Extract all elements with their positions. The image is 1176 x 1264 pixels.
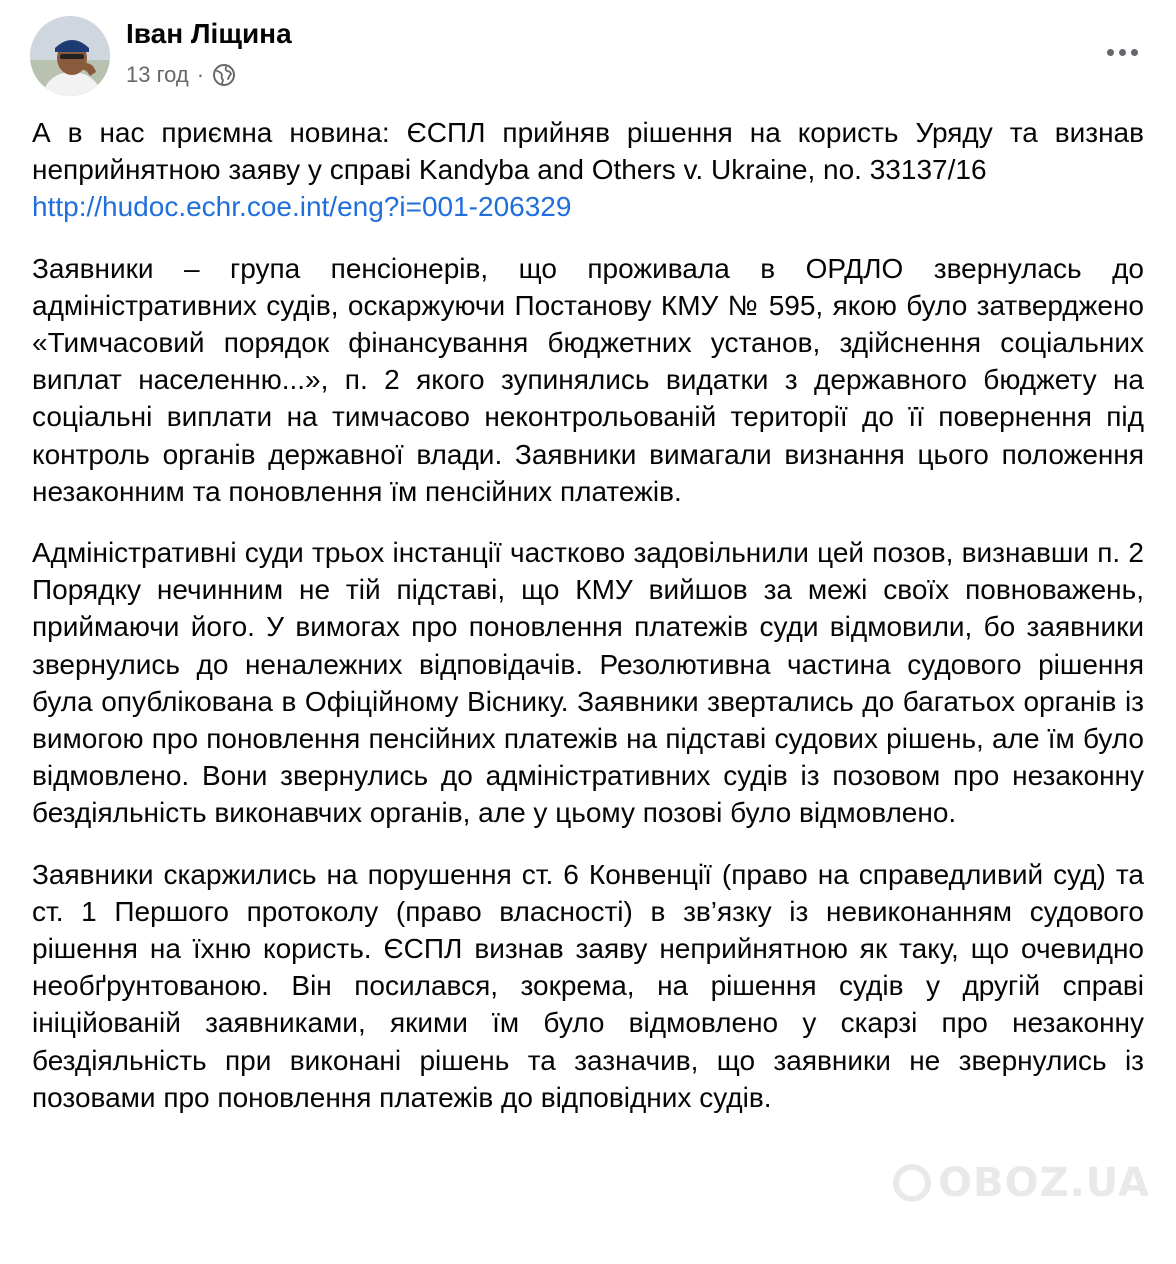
avatar-photo	[30, 16, 110, 96]
author-avatar[interactable]	[30, 16, 110, 96]
watermark	[892, 1160, 1150, 1206]
more-horizontal-icon-dot	[1131, 49, 1138, 56]
hudoc-link[interactable]: http://hudoc.echr.coe.int/eng?i=001-206329	[32, 191, 572, 223]
post-paragraph-courts: Адміністративні суди трьох інстанції частково задовільнили цей позов, визнавши п. 2 Порядку нечинним не тій підставі, що КМУ вийшов за межі своїх повноважень, приймаючи його. У вимогах про поновлення платежів суди відмовили, бо заявники звернулись до неналежних відповідачів. Резолютивна частина судового рішення була опублікована в Офіційному Віснику. Заявники звертались до багатьох органів із вимогою про поновлення пенсійних платежів на підставі судових рішень, але їм було відмовлено. Вони звернулись до адміністративних судів із позовом про незаконну бездіяльність виконавчих органів, але у цьому позові було відмовлено.	[32, 537, 1144, 829]
post-meta	[126, 62, 236, 88]
post-paragraph-applicants: Заявники – група пенсіонерів, що проживала в ОРДЛО звернулась до адміністративних судів, оскаржуючи Постанову КМУ № 595, якою було затверджено «Тимчасовий порядок фінансування бюджетних установ, здійснення соціальних виплат населенню...», п. 2 якого зупинялись видатки з державного бюджету на соціальні виплати на тимчасово неконтрольованій території до її повернення під контроль органів державної влади. Заявники вимагали визнання цього положення незаконним та поновлення їм пенсійних платежів.	[32, 252, 1144, 507]
watermark-text: OBOZ.UA	[938, 1160, 1150, 1206]
globe-icon[interactable]	[212, 63, 236, 87]
meta-separator: ·	[196, 62, 205, 87]
post-paragraph-complaint: Заявники скаржились на порушення ст. 6 Конвенції (право на справедливий суд) та ст. 1 Першого протоколу (право власності) в зв’язку із невиконанням судового рішення на їхню користь. ЄСПЛ визнав заяву неприйнятною як таку, що очевидно необґрунтованою. Він посилався, зокрема, на рішення судів у другій справі ініційованій заявниками, якими їм було відмовлено у скарзі про незаконну бездіяльність при виконані рішень та зазначив, що заявники не звернулись із позовами про поновлення платежів до відповідних судів.	[32, 858, 1144, 1113]
intro-text: А в нас приємна новина: ЄСПЛ прийняв рішення на користь Уряду та визнав неприйнятною заяву у справі Kandyba and Others v. Ukraine, no. 33137/16	[32, 117, 1144, 186]
post-header	[30, 16, 1156, 102]
more-horizontal-icon	[1107, 49, 1114, 56]
author-name[interactable]: Іван Ліщина	[126, 18, 292, 49]
post-paragraph-intro	[32, 114, 1144, 226]
oboz-logo-icon	[892, 1163, 932, 1203]
post-timestamp[interactable]: 13 год	[126, 62, 189, 87]
post-body	[32, 114, 1144, 1140]
more-horizontal-icon-dot	[1119, 49, 1126, 56]
more-options-button[interactable]	[1100, 40, 1144, 64]
